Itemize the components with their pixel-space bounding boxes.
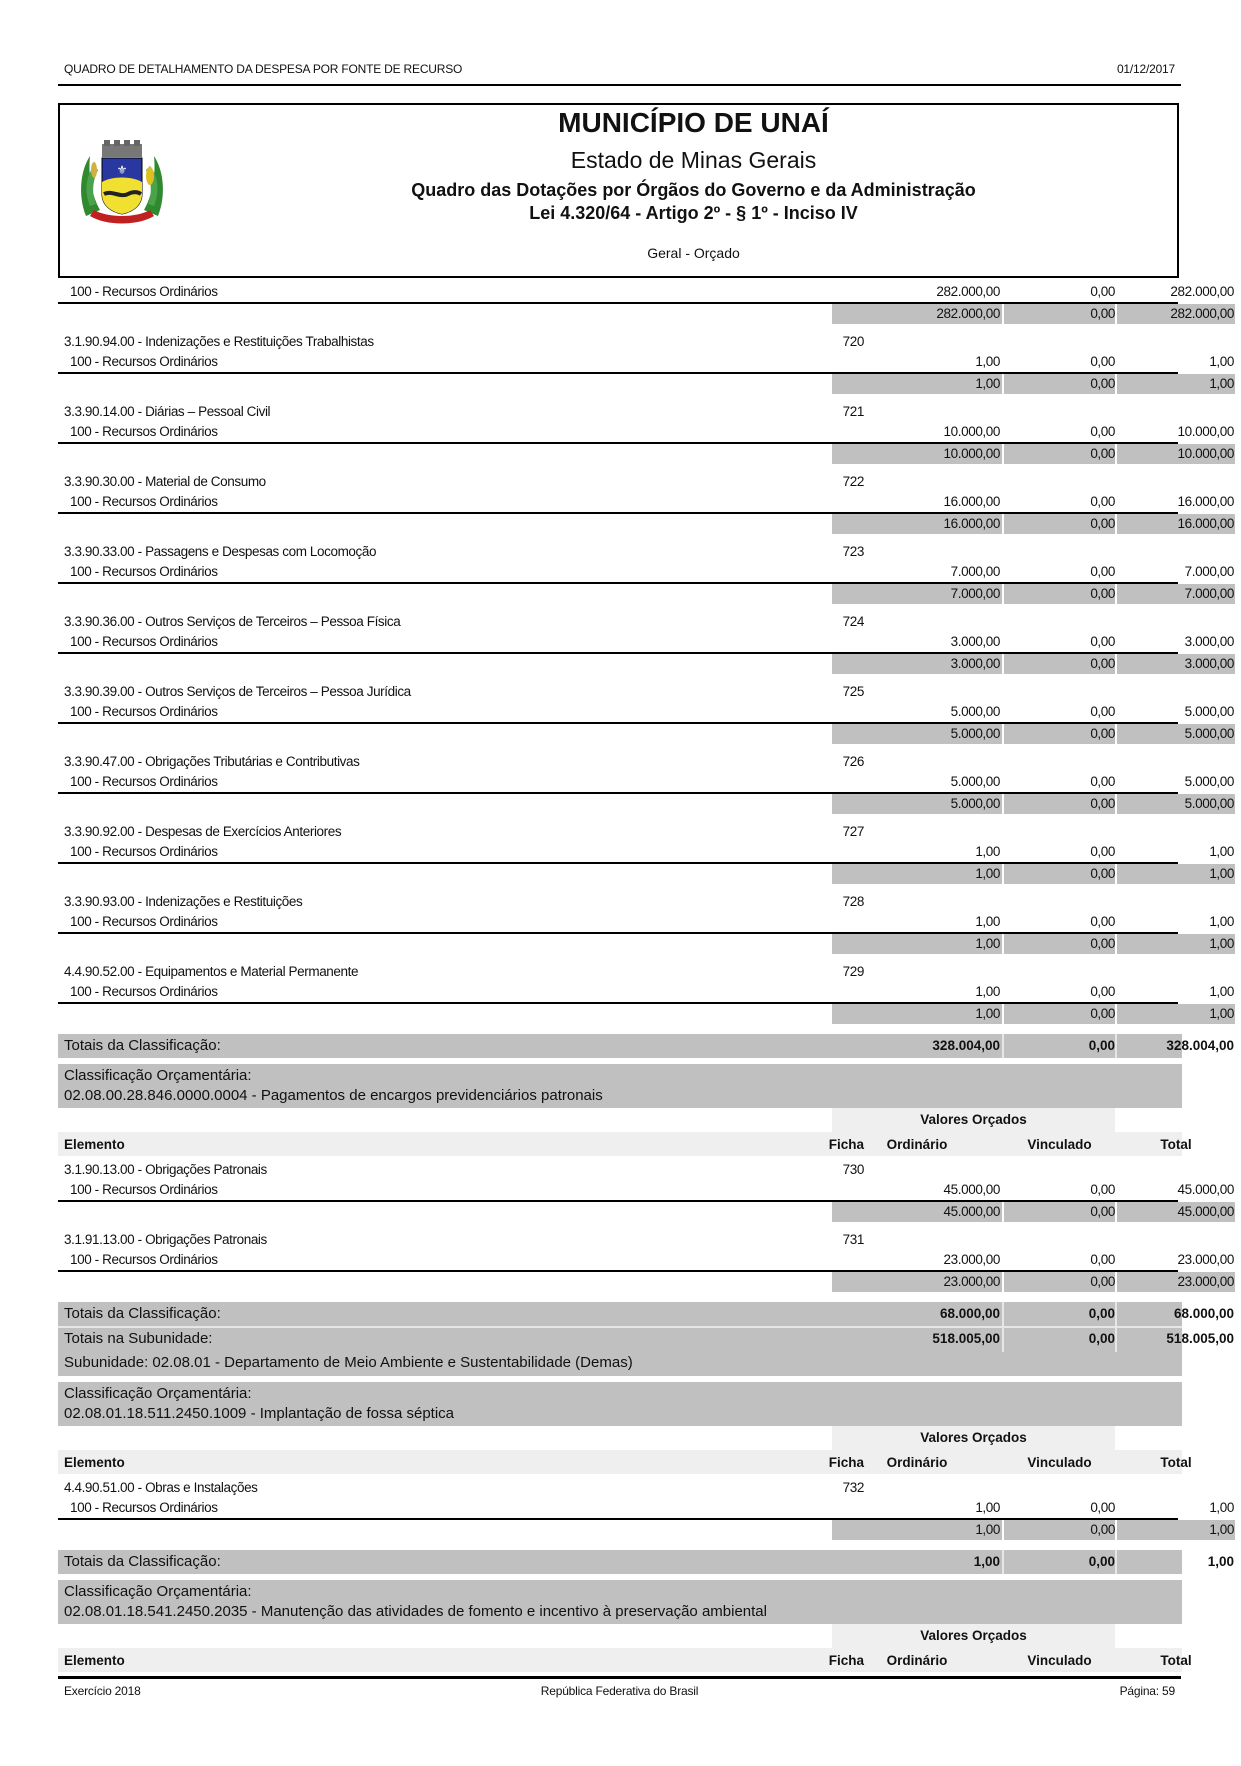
element-label: 3.1.91.13.00 - Obrigações Patronais xyxy=(64,1232,267,1247)
vinculado-value: 0,00 xyxy=(1090,704,1115,719)
total-value: 1,00 xyxy=(1209,354,1234,369)
totals-ordinario: 328.004,00 xyxy=(932,1038,1000,1053)
col-vinculado: Vinculado xyxy=(1027,1455,1092,1470)
total-value: 16.000,00 xyxy=(1177,494,1234,509)
source-label: 100 - Recursos Ordinários xyxy=(70,984,218,999)
subtotal-ordinario: 16.000,00 xyxy=(943,516,1000,531)
total-value: 45.000,00 xyxy=(1177,1182,1234,1197)
subtotal-ordinario: 5.000,00 xyxy=(950,796,1000,811)
subtotal-vinculado: 0,00 xyxy=(1090,1522,1115,1537)
element-label: 3.3.90.36.00 - Outros Serviços de Terceiros – Pessoa Física xyxy=(64,614,401,629)
totals-label: Totais da Classificação: xyxy=(64,1305,221,1322)
column-header-row xyxy=(58,1450,1192,1474)
subtotal-row xyxy=(58,374,1234,394)
element-row xyxy=(58,1230,1182,1250)
classification-header xyxy=(58,1064,1182,1108)
element-row xyxy=(58,472,1182,492)
ordinario-value: 1,00 xyxy=(975,354,1000,369)
subtotal-row xyxy=(58,864,1234,884)
report-mode: Geral - Orçado xyxy=(647,245,740,261)
ordinario-value: 7.000,00 xyxy=(950,564,1000,579)
classification-header xyxy=(58,1382,1182,1426)
element-row xyxy=(58,612,1182,632)
vinculado-value: 0,00 xyxy=(1090,1500,1115,1515)
total-value: 1,00 xyxy=(1209,914,1234,929)
source-label: 100 - Recursos Ordinários xyxy=(70,494,218,509)
vinculado-value: 0,00 xyxy=(1090,844,1115,859)
vinculado-value: 0,00 xyxy=(1090,634,1115,649)
subtotal-row xyxy=(58,724,1234,744)
source-row xyxy=(58,912,1234,932)
subunit-totals xyxy=(58,1326,1234,1376)
ficha-number: 728 xyxy=(842,894,864,909)
subtotal-ordinario: 45.000,00 xyxy=(943,1204,1000,1219)
element-label: 3.3.90.92.00 - Despesas de Exercícios Anteriores xyxy=(64,824,342,839)
expense-item xyxy=(58,752,1234,822)
vinculado-value: 0,00 xyxy=(1090,424,1115,439)
col-ordinario: Ordinário xyxy=(886,1455,948,1470)
source-label: 100 - Recursos Ordinários xyxy=(70,354,218,369)
section3-items xyxy=(58,1478,1234,1548)
total-value: 23.000,00 xyxy=(1177,1252,1234,1267)
col-ficha: Ficha xyxy=(828,1137,864,1152)
subtotal-vinculado: 0,00 xyxy=(1090,726,1115,741)
ordinario-value: 282.000,00 xyxy=(936,284,1000,299)
subtotal-total: 1,00 xyxy=(1209,376,1234,391)
classification-label: Classificação Orçamentária: xyxy=(64,1583,252,1600)
subunit-vinculado: 0,00 xyxy=(1088,1331,1115,1346)
values-group-label: Valores Orçados xyxy=(832,1108,1115,1132)
col-ficha: Ficha xyxy=(828,1455,864,1470)
totals-vinculado: 0,00 xyxy=(1088,1554,1115,1569)
ficha-number: 727 xyxy=(842,824,864,839)
ficha-number: 730 xyxy=(842,1162,864,1177)
title-box xyxy=(58,103,1179,278)
element-row xyxy=(58,542,1182,562)
col-vinculado: Vinculado xyxy=(1027,1653,1092,1668)
classification-header xyxy=(58,1580,1182,1624)
vinculado-value: 0,00 xyxy=(1090,1252,1115,1267)
source-label: 100 - Recursos Ordinários xyxy=(70,564,218,579)
subtotal-total: 1,00 xyxy=(1209,936,1234,951)
subunit-totals-label: Totais na Subunidade: xyxy=(64,1330,213,1347)
source-row xyxy=(58,1498,1234,1518)
section1-items xyxy=(58,332,1234,1032)
element-label: 3.3.90.93.00 - Indenizações e Restituições xyxy=(64,894,303,909)
vinculado-value: 0,00 xyxy=(1090,354,1115,369)
totals-total: 328.004,00 xyxy=(1166,1038,1234,1053)
ficha-number: 720 xyxy=(842,334,864,349)
element-label: 4.4.90.52.00 - Equipamentos e Material Permanente xyxy=(64,964,359,979)
footer-page-number: Página: 59 xyxy=(1119,1684,1175,1698)
ficha-number: 721 xyxy=(842,404,864,419)
expense-item xyxy=(58,332,1234,402)
ordinario-value: 45.000,00 xyxy=(943,1182,1000,1197)
subtotal-row xyxy=(58,1202,1234,1222)
source-row xyxy=(58,492,1234,512)
classification-totals xyxy=(58,1550,1234,1574)
subtotal-vinculado: 0,00 xyxy=(1090,446,1115,461)
subtotal-row xyxy=(58,1004,1234,1024)
element-label: 3.3.90.33.00 - Passagens e Despesas com Locomoção xyxy=(64,544,377,559)
subtotal-total: 5.000,00 xyxy=(1184,726,1234,741)
element-row xyxy=(58,332,1182,352)
ficha-number: 731 xyxy=(842,1232,864,1247)
subtotal-row xyxy=(58,514,1234,534)
expense-item xyxy=(58,542,1234,612)
values-group-label: Valores Orçados xyxy=(832,1624,1115,1648)
subtotal-ordinario: 282.000,00 xyxy=(936,306,1000,321)
subtotal-row xyxy=(58,304,1234,324)
expense-item xyxy=(58,402,1234,472)
col-ordinario: Ordinário xyxy=(886,1137,948,1152)
element-row xyxy=(58,822,1182,842)
source-label: 100 - Recursos Ordinários xyxy=(70,704,218,719)
source-row xyxy=(58,562,1234,582)
subtotal-row xyxy=(58,654,1234,674)
vinculado-value: 0,00 xyxy=(1090,494,1115,509)
element-label: 4.4.90.51.00 - Obras e Instalações xyxy=(64,1480,258,1495)
total-value: 1,00 xyxy=(1209,844,1234,859)
total-value: 5.000,00 xyxy=(1184,704,1234,719)
source-row xyxy=(58,422,1234,442)
subtotal-ordinario: 10.000,00 xyxy=(943,446,1000,461)
totals-vinculado: 0,00 xyxy=(1088,1306,1115,1321)
total-value: 7.000,00 xyxy=(1184,564,1234,579)
source-label: 100 - Recursos Ordinários xyxy=(70,634,218,649)
source-label: 100 - Recursos Ordinários xyxy=(70,844,218,859)
element-row xyxy=(58,892,1182,912)
ordinario-value: 5.000,00 xyxy=(950,774,1000,789)
ficha-number: 726 xyxy=(842,754,864,769)
state-name: Estado de Minas Gerais xyxy=(570,147,817,173)
footer-exercise: Exercício 2018 xyxy=(64,1684,141,1698)
subtotal-vinculado: 0,00 xyxy=(1090,376,1115,391)
expense-item xyxy=(58,1160,1234,1230)
report-title: QUADRO DE DETALHAMENTO DA DESPESA POR FONTE DE RECURSO xyxy=(64,62,463,76)
ordinario-value: 3.000,00 xyxy=(950,634,1000,649)
vinculado-value: 0,00 xyxy=(1090,984,1115,999)
ficha-number: 725 xyxy=(842,684,864,699)
vinculado-value: 0,00 xyxy=(1090,564,1115,579)
column-header-row xyxy=(58,1132,1192,1156)
subtotal-row xyxy=(58,934,1234,954)
values-group-header xyxy=(58,1108,1182,1132)
element-label: 3.1.90.94.00 - Indenizações e Restituições Trabalhistas xyxy=(64,334,374,349)
subtotal-total: 282.000,00 xyxy=(1170,306,1234,321)
svg-text:⚜: ⚜ xyxy=(116,163,128,177)
subtotal-total: 3.000,00 xyxy=(1184,656,1234,671)
totals-total: 68.000,00 xyxy=(1173,1306,1234,1321)
ordinario-value: 1,00 xyxy=(975,1500,1000,1515)
subtotal-vinculado: 0,00 xyxy=(1090,516,1115,531)
subunit-title: Subunidade: 02.08.01 - Departamento de Meio Ambiente e Sustentabilidade (Demas) xyxy=(64,1354,633,1371)
footer-country: República Federativa do Brasil xyxy=(540,1684,699,1698)
expense-item xyxy=(58,962,1234,1032)
subtotal-vinculado: 0,00 xyxy=(1090,936,1115,951)
element-row xyxy=(58,962,1182,982)
source-row xyxy=(58,282,1234,302)
report-content xyxy=(58,282,1234,1672)
col-elemento: Elemento xyxy=(64,1653,125,1668)
expense-item xyxy=(58,1478,1234,1548)
report-subtitle: Quadro das Dotações por Órgãos do Governo e da Administração xyxy=(411,180,976,200)
element-label: 3.3.90.39.00 - Outros Serviços de Terceiros – Pessoa Jurídica xyxy=(64,684,411,699)
section2-items xyxy=(58,1160,1234,1300)
column-header-row xyxy=(58,1648,1192,1672)
subtotal-vinculado: 0,00 xyxy=(1090,1204,1115,1219)
col-total: Total xyxy=(1160,1455,1192,1470)
source-row xyxy=(58,632,1234,652)
classification-value: 02.08.01.18.511.2450.1009 - Implantação de fossa séptica xyxy=(64,1405,455,1422)
report-date: 01/12/2017 xyxy=(1116,62,1175,76)
element-row xyxy=(58,682,1182,702)
ordinario-value: 16.000,00 xyxy=(943,494,1000,509)
classification-value: 02.08.01.18.541.2450.2035 - Manutenção das atividades de fomento e incentivo à preservação ambiental xyxy=(64,1603,767,1620)
totals-label: Totais da Classificação: xyxy=(64,1037,221,1054)
subunit-total: 518.005,00 xyxy=(1166,1331,1234,1346)
subtotal-row xyxy=(58,444,1234,464)
subtotal-ordinario: 7.000,00 xyxy=(950,586,1000,601)
element-row xyxy=(58,402,1182,422)
source-label: 100 - Recursos Ordinários xyxy=(70,774,218,789)
totals-ordinario: 68.000,00 xyxy=(939,1306,1000,1321)
ordinario-value: 23.000,00 xyxy=(943,1252,1000,1267)
source-row xyxy=(58,352,1234,372)
classification-value: 02.08.00.28.846.0000.0004 - Pagamentos de encargos previdenciários patronais xyxy=(64,1087,603,1104)
header-rule xyxy=(58,84,1181,86)
source-label: 100 - Recursos Ordinários xyxy=(70,424,218,439)
vinculado-value: 0,00 xyxy=(1090,284,1115,299)
source-row xyxy=(58,842,1234,862)
source-row xyxy=(58,982,1234,1002)
classification-label: Classificação Orçamentária: xyxy=(64,1385,252,1402)
subtotal-row xyxy=(58,584,1234,604)
col-vinculado: Vinculado xyxy=(1027,1137,1092,1152)
element-row xyxy=(58,1478,1182,1498)
classification-totals xyxy=(58,1034,1234,1058)
col-elemento: Elemento xyxy=(64,1455,125,1470)
expense-item xyxy=(58,472,1234,542)
total-value: 1,00 xyxy=(1209,984,1234,999)
total-value: 10.000,00 xyxy=(1177,424,1234,439)
subtotal-vinculado: 0,00 xyxy=(1090,306,1115,321)
subtotal-total: 10.000,00 xyxy=(1177,446,1234,461)
source-row xyxy=(58,772,1234,792)
source-label: 100 - Recursos Ordinários xyxy=(70,1252,218,1267)
source-row xyxy=(58,702,1234,722)
values-group-header xyxy=(58,1426,1182,1450)
subtotal-ordinario: 1,00 xyxy=(975,866,1000,881)
expense-item xyxy=(58,1230,1234,1300)
totals-vinculado: 0,00 xyxy=(1088,1038,1115,1053)
subtotal-vinculado: 0,00 xyxy=(1090,1006,1115,1021)
subtotal-total: 5.000,00 xyxy=(1184,796,1234,811)
col-total: Total xyxy=(1160,1653,1192,1668)
subtotal-ordinario: 23.000,00 xyxy=(943,1274,1000,1289)
subtotal-row xyxy=(58,1272,1234,1292)
ficha-number: 723 xyxy=(842,544,864,559)
subtotal-ordinario: 3.000,00 xyxy=(950,656,1000,671)
ficha-number: 729 xyxy=(842,964,864,979)
subtotal-ordinario: 1,00 xyxy=(975,1522,1000,1537)
vinculado-value: 0,00 xyxy=(1090,1182,1115,1197)
subtotal-total: 23.000,00 xyxy=(1177,1274,1234,1289)
source-label: 100 - Recursos Ordinários xyxy=(70,914,218,929)
subtotal-ordinario: 5.000,00 xyxy=(950,726,1000,741)
subunit-ordinario: 518.005,00 xyxy=(932,1331,1000,1346)
subtotal-vinculado: 0,00 xyxy=(1090,586,1115,601)
values-group-header xyxy=(58,1624,1182,1648)
source-label: 100 - Recursos Ordinários xyxy=(70,284,218,299)
classification-label: Classificação Orçamentária: xyxy=(64,1067,252,1084)
ordinario-value: 1,00 xyxy=(975,844,1000,859)
subtotal-ordinario: 1,00 xyxy=(975,936,1000,951)
subtotal-row xyxy=(58,1520,1234,1540)
element-label: 3.3.90.47.00 - Obrigações Tributárias e Contributivas xyxy=(64,754,360,769)
source-row xyxy=(58,1250,1234,1270)
source-label: 100 - Recursos Ordinários xyxy=(70,1182,218,1197)
ficha-number: 732 xyxy=(842,1480,864,1495)
subtotal-vinculado: 0,00 xyxy=(1090,656,1115,671)
vinculado-value: 0,00 xyxy=(1090,774,1115,789)
expense-item xyxy=(58,612,1234,682)
subtotal-total: 1,00 xyxy=(1209,1522,1234,1537)
source-row xyxy=(58,1180,1234,1200)
element-row xyxy=(58,1160,1182,1180)
expense-item xyxy=(58,682,1234,752)
subtotal-total: 1,00 xyxy=(1209,866,1234,881)
ordinario-value: 5.000,00 xyxy=(950,704,1000,719)
ordinario-value: 1,00 xyxy=(975,984,1000,999)
subtotal-vinculado: 0,00 xyxy=(1090,1274,1115,1289)
subtotal-ordinario: 1,00 xyxy=(975,376,1000,391)
col-ficha: Ficha xyxy=(828,1653,864,1668)
subtotal-vinculado: 0,00 xyxy=(1090,796,1115,811)
footer-rule xyxy=(58,1676,1181,1679)
ficha-number: 724 xyxy=(842,614,864,629)
element-row xyxy=(58,752,1182,772)
subtotal-total: 7.000,00 xyxy=(1184,586,1234,601)
totals-total: 1,00 xyxy=(1207,1554,1234,1569)
law-reference: Lei 4.320/64 - Artigo 2º - § 1º - Inciso IV xyxy=(529,203,858,223)
total-value: 5.000,00 xyxy=(1184,774,1234,789)
subtotal-row xyxy=(58,794,1234,814)
total-value: 282.000,00 xyxy=(1170,284,1234,299)
subtotal-total: 45.000,00 xyxy=(1177,1204,1234,1219)
subtotal-total: 1,00 xyxy=(1209,1006,1234,1021)
ordinario-value: 1,00 xyxy=(975,914,1000,929)
values-group-label: Valores Orçados xyxy=(832,1426,1115,1450)
source-label: 100 - Recursos Ordinários xyxy=(70,1500,218,1515)
element-label: 3.3.90.14.00 - Diárias – Pessoal Civil xyxy=(64,404,271,419)
ficha-number: 722 xyxy=(842,474,864,489)
col-elemento: Elemento xyxy=(64,1137,125,1152)
total-value: 1,00 xyxy=(1209,1500,1234,1515)
element-label: 3.3.90.30.00 - Material de Consumo xyxy=(64,474,266,489)
subtotal-vinculado: 0,00 xyxy=(1090,866,1115,881)
subtotal-total: 16.000,00 xyxy=(1177,516,1234,531)
expense-item xyxy=(58,892,1234,962)
col-ordinario: Ordinário xyxy=(886,1653,948,1668)
subtotal-ordinario: 1,00 xyxy=(975,1006,1000,1021)
expense-item xyxy=(58,822,1234,892)
total-value: 3.000,00 xyxy=(1184,634,1234,649)
vinculado-value: 0,00 xyxy=(1090,914,1115,929)
element-label: 3.1.90.13.00 - Obrigações Patronais xyxy=(64,1162,267,1177)
totals-ordinario: 1,00 xyxy=(973,1554,1000,1569)
col-total: Total xyxy=(1160,1137,1192,1152)
ordinario-value: 10.000,00 xyxy=(943,424,1000,439)
totals-label: Totais da Classificação: xyxy=(64,1553,221,1570)
classification-totals xyxy=(58,1302,1234,1326)
municipality-name: MUNICÍPIO DE UNAÍ xyxy=(558,107,829,138)
